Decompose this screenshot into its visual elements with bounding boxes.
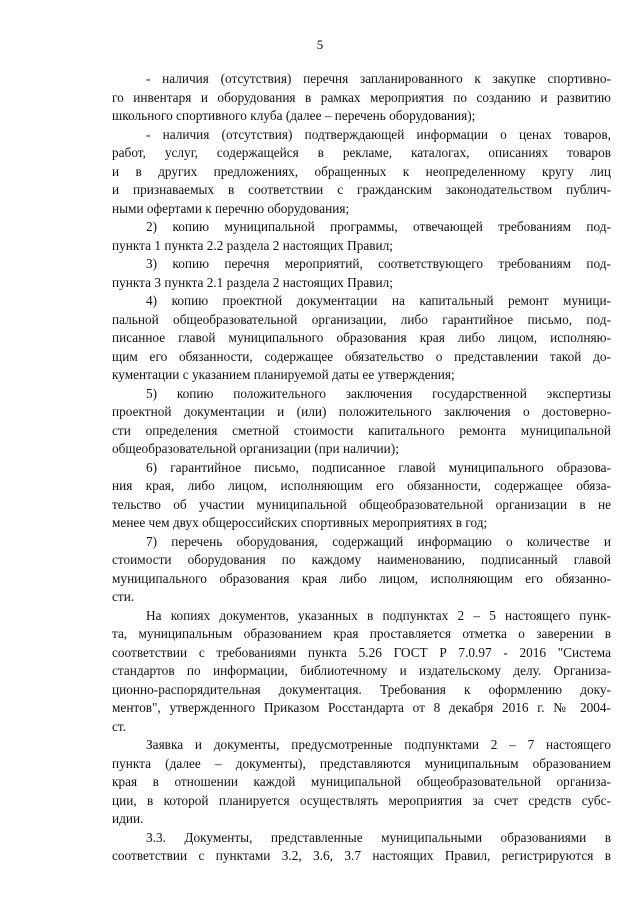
text-line: пальной общеобразовательной организации, либо гарантийное письмо, под- (112, 311, 611, 327)
text-line: стоимости оборудования по каждому наименованию, подписанный главой (112, 552, 611, 567)
text-line: та, муниципальным образованием края проставляется отметка о заверении в (112, 626, 611, 641)
text-line: менее чем двух общероссийских спортивных мероприятиях в год; (112, 515, 488, 530)
text-line: - наличия (отсутствия) перечня запланированного к закупке спортивно- (146, 71, 611, 86)
document-body (112, 70, 611, 866)
text-line: щим его обязанности, содержащее обязательство о представлении такой до- (112, 348, 611, 364)
text-line: сти. (112, 589, 135, 604)
text-line: идии. (112, 811, 144, 826)
text-line: работ, услуг, содержащейся в рекламе, каталогах, описаниях товаров (112, 145, 611, 160)
text-line: пункта 3 пункта 2.1 раздела 2 настоящих Правил; (112, 274, 393, 290)
text-line: 3.3. Документы, представленные муниципальными образованиями в (146, 829, 611, 845)
text-line: и признаваемых в соответствии с гражданским законодательством публич- (112, 182, 611, 197)
text-line: го инвентаря и оборудования в рамках мероприятия по созданию и развитию (112, 89, 611, 105)
text-line: 7) перечень оборудования, содержащий информацию о количестве и (146, 533, 611, 549)
text-line: 6) гарантийное письмо, подписанное главой муниципального образова- (146, 459, 611, 475)
text-line: 4) копию проектной документации на капитальный ремонт муници- (146, 293, 611, 308)
text-line: Заявка и документы, предусмотренные подпунктами 2 – 7 настоящего (146, 737, 611, 752)
text-line: 3) копию перечня мероприятий, соответствующего требованиям под- (146, 256, 611, 271)
text-line: 5) копию положительного заключения государственной экспертизы (146, 385, 611, 401)
text-line: писанное главой муниципального образования края либо лицом, исполняю- (112, 330, 611, 345)
text-line: пункта 1 пункта 2.2 раздела 2 настоящих Правил; (112, 237, 393, 253)
text-line: школьного спортивного клуба (далее – перечень оборудования); (112, 108, 476, 123)
text-line: края в отношении каждой муниципальной общеобразовательной организа- (112, 774, 611, 789)
text-line: соответствии с требованиями пункта 5.26 ГОСТ Р 7.0.97 - 2016 "Система (112, 644, 611, 660)
text-line: ментов", утвержденного Приказом Росстандарта от 8 декабря 2016 г. № 2004- (112, 700, 611, 715)
text-line: проектной документации и (или) положительного заключения о достоверно- (112, 404, 611, 419)
text-line: соответствии с пунктами 3.2, 3.6, 3.7 настоящих Правил, регистрируются в (112, 848, 611, 863)
text-line: общеобразовательной организации (при наличии); (112, 441, 399, 456)
text-line: пункта (далее – документы), представляются муниципальным образованием (112, 755, 611, 771)
text-line: ционно-распорядительная документация. Требования к оформлению доку- (112, 681, 611, 697)
page-number: 5 (316, 37, 324, 52)
text-line: сти определения сметной стоимости капитального ремонта муниципальной (112, 422, 611, 438)
text-line: - наличия (отсутствия) подтверждающей информации о ценах товаров, (146, 126, 611, 142)
text-line: стандартов по информации, библиотечному и издательскому делу. Организа- (112, 663, 611, 678)
text-line: муниципального образования края либо лицом, исполняющим его обязанно- (112, 570, 611, 586)
text-line: ния края, либо лицом, исполняющим его обязанности, содержащее обяза- (112, 478, 611, 493)
text-line: На копиях документов, указанных в подпунктах 2 – 5 настоящего пунк- (146, 607, 611, 623)
text-line: ции, в которой планируется осуществлять мероприятия за счет средств субс- (112, 792, 611, 808)
text-line: ст. (112, 718, 127, 734)
text-line: и в других предложениях, обращенных к неопределенному кругу лиц (112, 163, 611, 179)
text-line: тельство об участии муниципальной общеобразовательной организации в не (112, 496, 611, 512)
text-line: кументации с указанием планируемой даты ее утверждения; (112, 367, 455, 382)
text-line: ными офертами к перечню оборудования; (112, 200, 350, 216)
text-line: 2) копию муниципальной программы, отвечающей требованиям под- (146, 219, 611, 234)
